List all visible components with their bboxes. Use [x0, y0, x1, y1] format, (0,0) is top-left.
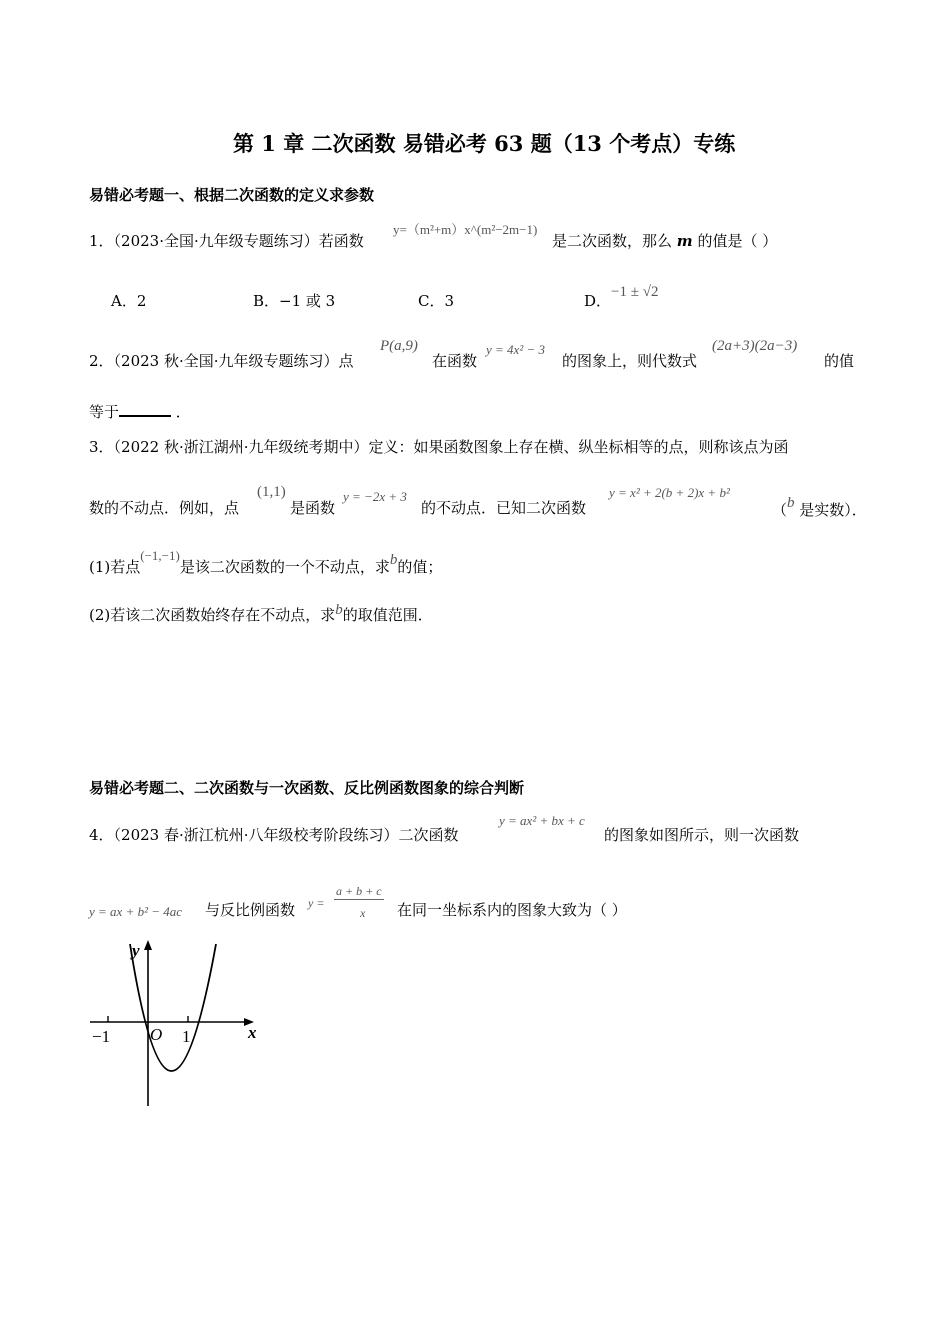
- page-title: 第 1 章 二次函数 易错必考 63 题（13 个考点）专练: [233, 131, 736, 156]
- q4-func: y = ax² + bx + c: [499, 813, 585, 828]
- q4-parabola-graph: [88, 938, 268, 1113]
- q1-source: （2023·全国·九年级专题练习）若函数: [113, 232, 364, 250]
- q3-func2: y = x² + 2(b + 2)x + b²: [609, 485, 730, 500]
- section-heading-2: 易错必考题二、二次函数与一次函数、反比例函数图象的综合判断: [89, 779, 525, 797]
- q1-option-a[interactable]: A．2: [111, 292, 147, 310]
- q4-tail2: 在同一坐标系内的图象大致为（ ）: [397, 901, 627, 919]
- q4-tail: 的图象如图所示，则一次函数: [604, 826, 800, 844]
- q2-tail: 的值: [824, 352, 855, 370]
- q2-func: y = 4x² − 3: [486, 342, 545, 357]
- question-2: 2．（2023 秋·全国·九年级专题练习）点: [89, 352, 354, 370]
- q1-option-d[interactable]: D．−1 ± √2: [584, 284, 659, 310]
- q3-line2a: 数的不动点．例如，点: [89, 499, 240, 517]
- q3-line2-end: （b 是实数）．: [772, 495, 867, 519]
- q2-answer-blank[interactable]: [119, 401, 171, 417]
- question-3: 3．（2022 秋·浙江湖州·九年级统考期中）定义：如果函数图象上存在横、纵坐标相等的点，则称该点为函: [89, 438, 789, 456]
- q2-mid2: 的图象上，则代数式: [562, 352, 698, 370]
- q3-point: (1,1): [257, 484, 286, 500]
- origin-label: O: [150, 1025, 163, 1044]
- q4-mid: 与反比例函数: [205, 901, 296, 919]
- q2-point: P(a,9): [380, 338, 418, 354]
- q2-expr: (2a+3)(2a−3): [712, 338, 798, 354]
- x-label: x: [248, 1023, 257, 1042]
- q3-line2b: 是函数: [290, 499, 336, 517]
- q1-number: 1．: [89, 232, 114, 250]
- y-label: y: [132, 941, 140, 960]
- q1-formula: y=（m²+m）x^(m²−2m−1): [393, 222, 538, 237]
- q3-func1: y = −2x + 3: [343, 489, 407, 504]
- q4-linear-func: y = ax + b² − 4ac: [89, 904, 183, 919]
- q4-reciprocal-func: y = a + b + c x: [308, 884, 382, 920]
- q3-line2c: 的不动点．已知二次函数: [421, 499, 587, 517]
- parabola-curve: [130, 944, 216, 1071]
- q2-mid: 在函数: [432, 352, 478, 370]
- tick-label-one: 1: [182, 1027, 191, 1046]
- q1-option-b[interactable]: B．−1 或 3: [253, 292, 336, 310]
- section-heading-1: 易错必考题一、根据二次函数的定义求参数: [89, 186, 375, 204]
- y-axis-arrow: [144, 940, 152, 950]
- q3-part-1: (1)若点(−1,−1)是该二次函数的一个不动点，求b的值；: [89, 548, 443, 576]
- tick-label-neg-one: −1: [92, 1027, 111, 1046]
- q1-tail: 是二次函数，那么 m 的值是（ ）: [552, 232, 778, 250]
- q3-part-2: (2)若该二次函数始终存在不动点，求b的取值范围．: [89, 602, 433, 624]
- question-1: [89, 230, 364, 251]
- q1-var-m: m: [676, 232, 693, 250]
- q2-answer-line: 等于 ．: [89, 403, 191, 421]
- question-4: 4．（2023 春·浙江杭州·八年级校考阶段练习）二次函数: [89, 826, 459, 844]
- q1-option-c[interactable]: C．3: [418, 292, 455, 310]
